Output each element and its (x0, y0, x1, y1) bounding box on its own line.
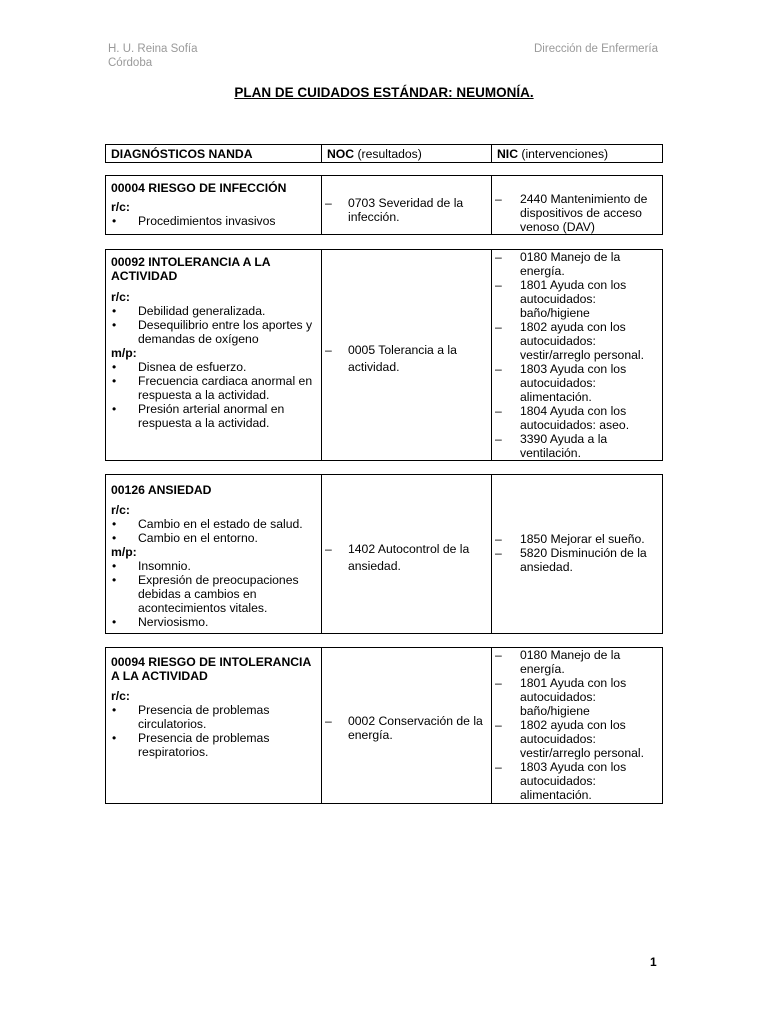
nic-item: – 1801 Ayuda con los autocuidados: baño/higiene (492, 676, 658, 718)
diagnosis-title: 00004 RIESGO DE INFECCIÓN (111, 181, 287, 195)
rc-item: • Presencia de problemas circulatorios. (111, 703, 317, 731)
nanda-diagnosis (106, 250, 322, 460)
rc-label: r/c: (111, 290, 130, 304)
diagnosis-title: 00094 RIESGO DE INTOLERANCIA A LA ACTIVIDAD (111, 655, 311, 683)
nic-item: – 1804 Ayuda con los autocuidados: aseo. (492, 404, 658, 432)
mp-item: • Nerviosismo. (111, 615, 317, 629)
nanda-diagnosis (106, 176, 322, 234)
hospital-name: H. U. Reina Sofía (108, 43, 198, 55)
noc-list (322, 714, 487, 742)
nic-item: – 1801 Ayuda con los autocuidados: baño/higiene (492, 278, 658, 320)
nic-list (492, 532, 658, 574)
rc-list (111, 703, 317, 759)
mp-item: • Frecuencia cardiaca anormal en respuesta a la actividad. (111, 374, 317, 402)
rc-item: • Presencia de problemas respiratorios. (111, 731, 317, 759)
nic-list (492, 250, 658, 460)
hospital-city: Córdoba (108, 56, 153, 69)
rc-label: r/c: (111, 200, 130, 214)
nic-item: – 0180 Manejo de la energía. (492, 648, 658, 676)
mp-list (111, 559, 317, 629)
nic-cell (492, 250, 662, 460)
nic-item: – 5820 Disminución de la ansiedad. (492, 546, 658, 574)
nic-list (492, 192, 658, 234)
care-plan-row (105, 474, 663, 634)
noc-list (322, 196, 487, 224)
rc-item: • Debilidad generalizada. (111, 304, 317, 318)
noc-list (322, 541, 487, 575)
rc-item: • Desequilibrio entre los aportes y demandas de oxígeno (111, 318, 317, 346)
noc-item: – 0703 Severidad de la infección. (322, 196, 487, 224)
page-header-left (108, 43, 197, 70)
nic-item: – 1850 Mejorar el sueño. (492, 532, 658, 546)
rc-list (111, 304, 317, 346)
care-plan-row (105, 249, 663, 461)
table-header-row (105, 144, 663, 163)
nic-item: – 1802 ayuda con los autocuidados: vestir/arreglo personal. (492, 320, 658, 362)
header-nanda: DIAGNÓSTICOS NANDA (106, 145, 322, 162)
care-plan-row (105, 647, 663, 804)
nic-cell (492, 176, 662, 234)
rc-item: • Cambio en el entorno. (111, 531, 317, 545)
diagnosis-title: 00092 INTOLERANCIA A LA ACTIVIDAD (111, 255, 271, 283)
nic-item: – 1802 ayuda con los autocuidados: vestir/arreglo personal. (492, 718, 658, 760)
rc-item: • Cambio en el estado de salud. (111, 517, 317, 531)
nanda-diagnosis (106, 648, 322, 803)
rc-item: • Procedimientos invasivos (111, 214, 317, 228)
noc-cell (322, 250, 492, 460)
nic-list (492, 648, 658, 802)
care-plan-row (105, 175, 663, 235)
rc-list (111, 517, 317, 545)
document-title: PLAN DE CUIDADOS ESTÁNDAR: NEUMONÍA. (234, 85, 534, 100)
header-noc: NOC (resultados) (322, 145, 492, 162)
nic-item: – 1803 Ayuda con los autocuidados: alimentación. (492, 362, 658, 404)
noc-cell (322, 475, 492, 633)
page-number: 1 (650, 955, 657, 969)
rc-list (111, 214, 317, 228)
nanda-diagnosis (106, 475, 322, 633)
noc-item: – 0002 Conservación de la energía. (322, 714, 487, 742)
rc-label: r/c: (111, 689, 130, 703)
noc-item: – 1402 Autocontrol de la ansiedad. (322, 541, 487, 575)
department-name: Dirección de Enfermería (534, 43, 658, 55)
nic-cell (492, 475, 662, 633)
mp-item: • Insomnio. (111, 559, 317, 573)
noc-cell (322, 648, 492, 803)
header-nic: NIC (intervenciones) (497, 147, 609, 161)
nic-item: – 1803 Ayuda con los autocuidados: alimentación. (492, 760, 658, 802)
mp-label: m/p: (111, 346, 137, 360)
mp-item: • Presión arterial anormal en respuesta a la actividad. (111, 402, 317, 430)
nic-cell (492, 648, 662, 803)
nic-item: – 0180 Manejo de la energía. (492, 250, 658, 278)
mp-item: • Disnea de esfuerzo. (111, 360, 317, 374)
noc-item: – 0005 Tolerancia a la actividad. (322, 342, 487, 376)
mp-item: • Expresión de preocupaciones debidas a cambios en acontecimientos vitales. (111, 573, 317, 615)
nic-item: – 3390 Ayuda a la ventilación. (492, 432, 658, 460)
mp-list (111, 360, 317, 430)
mp-label: m/p: (111, 545, 137, 559)
nic-item: – 2440 Mantenimiento de dispositivos de acceso venoso (DAV) (492, 192, 658, 234)
rc-label: r/c: (111, 503, 130, 517)
noc-list (322, 342, 487, 376)
diagnosis-title: 00126 ANSIEDAD (111, 483, 212, 497)
noc-cell (322, 176, 492, 234)
